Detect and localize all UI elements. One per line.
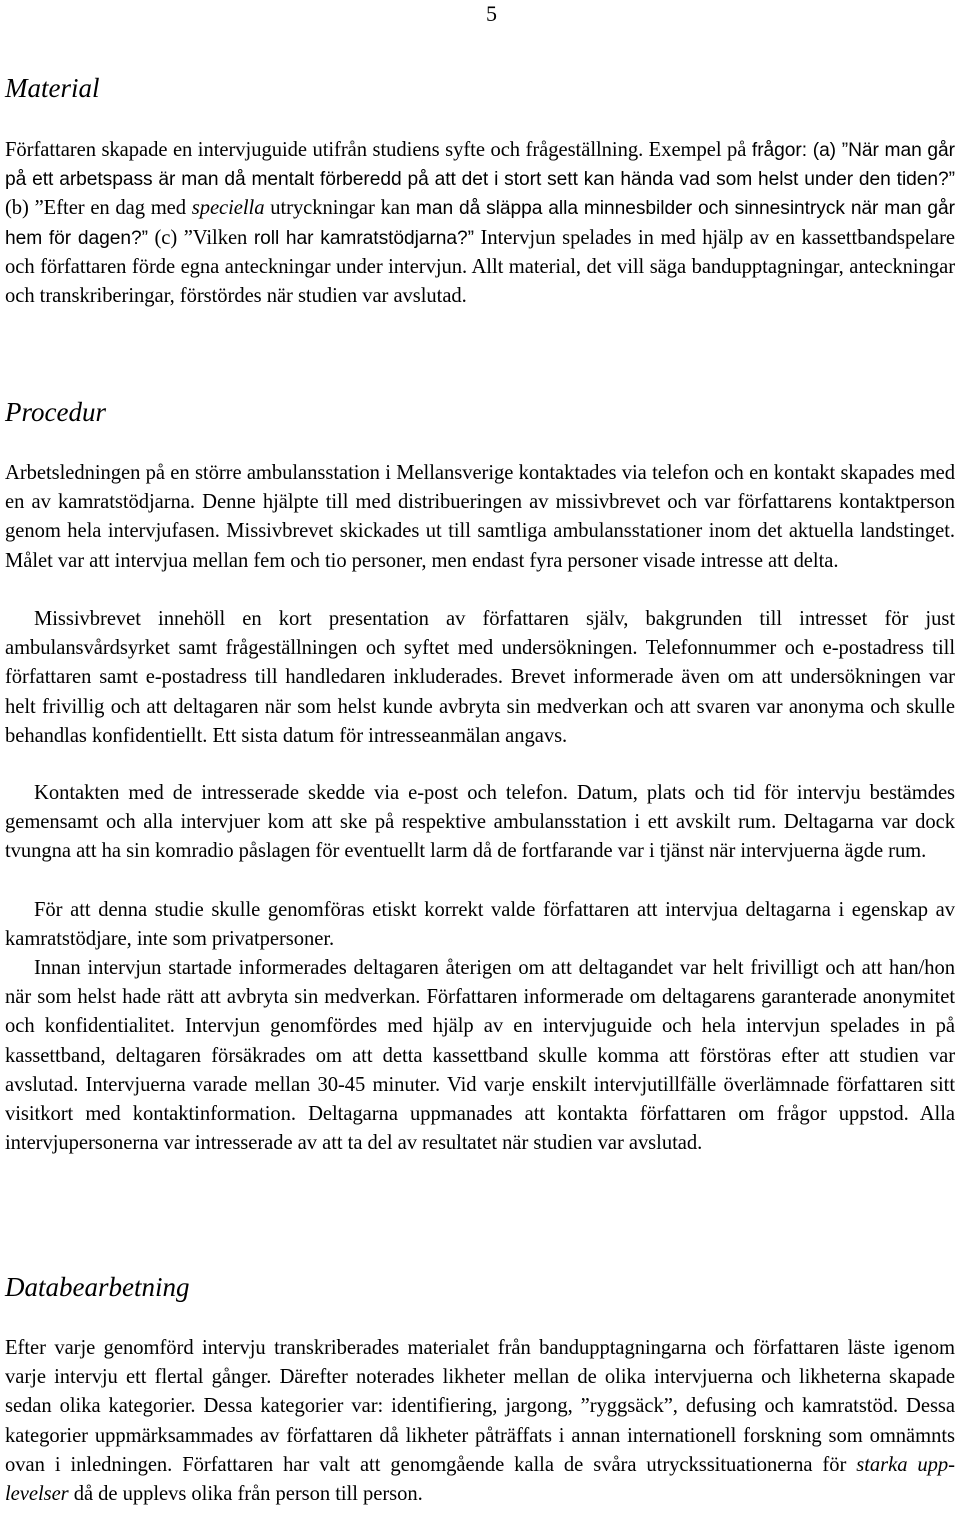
material-text-4: (c) ”Vilken xyxy=(147,226,248,249)
material-emphasis-speciella: speciella xyxy=(191,197,265,220)
procedur-paragraph-1: Arbetsledningen på en större ambulansstation i Mellansverige kontaktades via telefon och en kontakt skapades med en av kamratstödjarna. Denne hjälpte till med distribueringen av missivbrevet och var författarens kontaktperson genom hela intervjufasen. Missivbrevet skickades ut till samtliga ambulansstationer inom det aktuella landstinget. Målet var att intervjua mellan fem och tio personer, men endast fyra personer visade intresse att delta. xyxy=(5,462,955,572)
section-heading-databearbetning: Databearbetning xyxy=(5,1272,190,1302)
material-paragraph xyxy=(5,136,955,311)
material-text-5: Intervjun spelades in med hjälp av en kassettbandspelare och författaren förde egna anteckningar under intervjun. Allt material, det vill säga bandupptagningar, anteckningar och transkriberingar, förstördes när studien var avslutad. xyxy=(5,226,955,308)
material-question-c: roll har kamratstödjarna?” xyxy=(253,227,475,249)
procedur-paragraph-2: Missivbrevet innehöll en kort presentation av författaren själv, bakgrunden till intresset för just ambulansvårdsyrket samt frågeställningen och syftet med undersökningen. Telefonnummer och e-postadress till författaren samt e-postadress till handledaren inkluderades. Brevet informerade även om att undersökningen var helt frivillig och att deltagaren när som helst kunde avbryta sin medverkan och att svaren var anonyma och skulle behandlas konfidentiellt. Ett sista datum för intresseanmälan angavs. xyxy=(5,608,955,747)
databearbetning-text-2: då de upplevs olika från person till person. xyxy=(68,1483,423,1506)
databearbetning-emphasis: starka upp- levelser xyxy=(5,1453,955,1506)
databearbetning-paragraph xyxy=(5,1334,955,1509)
procedur-paragraph-3: Kontakten med de intresserade skedde via e-post och telefon. Datum, plats och tid för intervju bestämdes gemensamt och alla intervjuer kom att ske på respektive ambulansstation i ett avskilt rum. Deltagarna var dock tvungna att ha sin komradio påslagen för eventuellt larm då de fortfarande var i tjänst när intervjuerna ägde rum. xyxy=(5,782,955,863)
material-text-1: Författaren skapade en intervjuguide utifrån studiens syfte och frågeställning. Exempel på xyxy=(5,139,747,161)
page-number: 5 xyxy=(486,1,497,26)
material-question-b: man då släppa alla minnesbilder och sinnesintryck när man går hem för dagen?” xyxy=(5,198,955,249)
material-question-a: frågor: (a) ”När man går på ett arbetspass är man då mentalt förberedd på att det i stort sett kan hända vad som helst under den tiden?” xyxy=(5,140,955,191)
section-heading-material: Material xyxy=(5,73,100,103)
procedur-paragraph-4: För att denna studie skulle genomföras etiskt korrekt valde författaren att intervjua deltagarna i egenskap av kamratstödjare, inte som privatpersoner. xyxy=(5,899,955,951)
procedur-paragraph-5: Innan intervjun startade informerades deltagaren återigen om att deltagandet var helt frivilligt och att han/hon när som helst hade rätt att avbryta sin medverkan. Författaren informerade om deltagarens garanterade anonymitet och konfidentialitet. Intervjun genomfördes med hjälp av en intervjuguide och hela intervjun spelades in på kassettband, deltagaren försäkrades om att detta kassettband skulle komma att förstöras efter att studien var avslutad. Intervjuerna varade mellan 30-45 minuter. Vid varje enskilt intervjutillfälle överlämnade författaren sitt visitkort med kontaktinformation. Deltagarna uppmanades att kontakta författaren om frågor uppstod. Alla intervjupersonerna var intresserade av att ta del av resultatet när studien var avslutad. xyxy=(5,957,955,1155)
material-text-2: (b) ”Efter en dag med xyxy=(5,197,192,220)
material-text-3: utryckningar kan xyxy=(264,197,411,220)
section-heading-procedur: Procedur xyxy=(5,397,106,427)
databearbetning-text-1: Efter varje genomförd intervju transkriberades materialet från bandupptagningarna och författaren läste igenom varje intervju ett flertal gånger. Därefter noterades likheter mellan de olika intervjuerna och likheterna skapade sedan olika kategorier. Dessa kategorier var: identifiering, jargong, ”ryggsäck”, defusing och kamratstöd. Dessa kategorier uppmärksammades av författaren då likheter påträffats i annan internationell forskning som omnämnts ovan i inledningen. Författaren har valt att genomgående kalla de svåra utryckssituationerna för xyxy=(5,1337,955,1476)
